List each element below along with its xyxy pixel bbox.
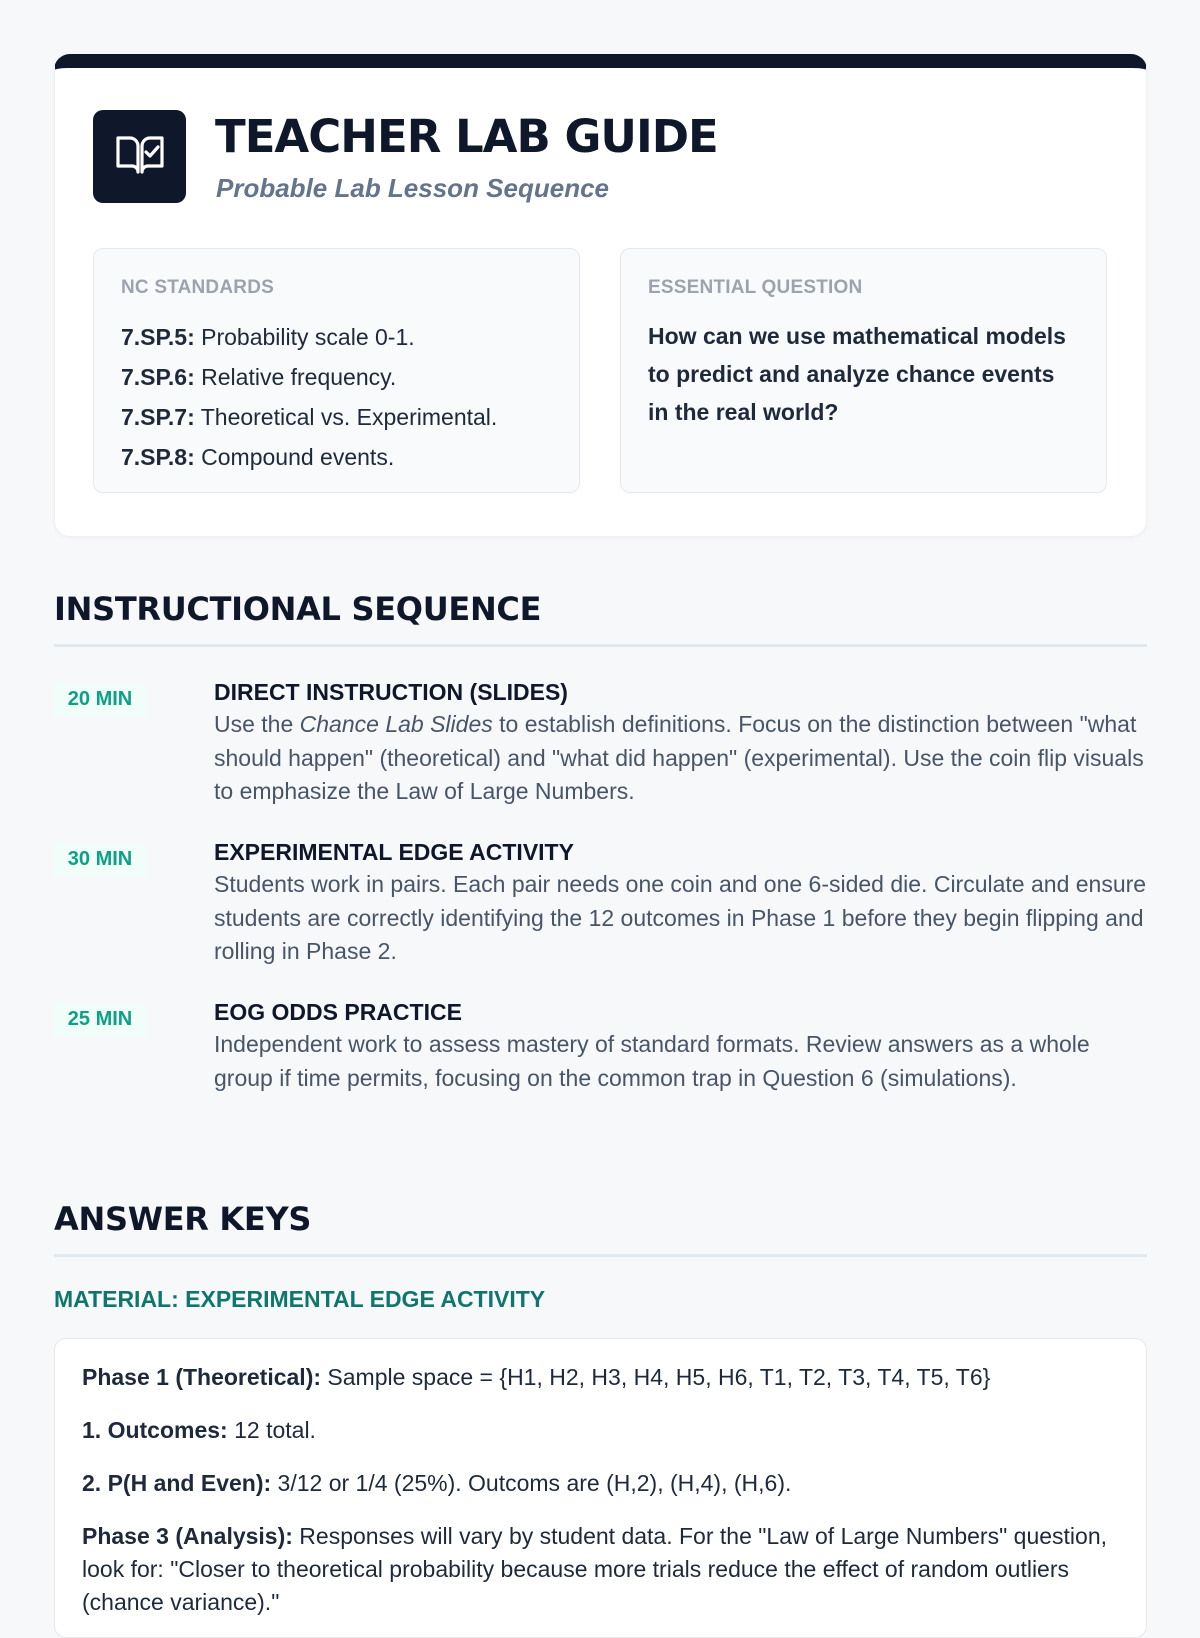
answer-keys-heading: ANSWER KEYS: [54, 1200, 1147, 1257]
answer-line: [82, 1520, 1119, 1619]
standard-text: Theoretical vs. Experimental.: [194, 404, 498, 430]
answer-label: 1. Outcomes:: [82, 1417, 228, 1443]
sequence-title: DIRECT INSTRUCTION (SLIDES): [214, 679, 568, 705]
standards-label: NC STANDARDS: [121, 277, 274, 298]
standard-code: 7.SP.7:: [121, 404, 195, 430]
standard-item: [121, 397, 552, 437]
answer-text: 12 total.: [227, 1417, 316, 1443]
sequence-body: [214, 676, 1154, 809]
essential-question-label: ESSENTIAL QUESTION: [648, 277, 863, 298]
essential-question-text: How can we use mathematical models to predict and analyze chance events in the real world?: [648, 323, 1066, 425]
standard-code: 7.SP.8:: [121, 444, 195, 470]
material-label: MATERIAL: EXPERIMENTAL EDGE ACTIVITY: [54, 1286, 546, 1312]
instructional-sequence-heading: INSTRUCTIONAL SEQUENCE: [54, 590, 1147, 647]
answer-text: Sample space = {H1, H2, H3, H4, H5, H6, T1, T2, T3, T4, T5, T6}: [321, 1364, 991, 1390]
sequence-title: EOG ODDS PRACTICE: [214, 999, 462, 1025]
answer-line: [82, 1467, 1119, 1500]
standard-code: 7.SP.6:: [121, 364, 195, 390]
header-card: [54, 54, 1147, 537]
answer-line: [82, 1361, 1119, 1394]
desc-text: Use the: [214, 711, 300, 737]
standard-text: Probability scale 0-1.: [194, 324, 415, 350]
standard-item: [121, 437, 552, 477]
desc-text: to establish definitions. Focus on the distinction between "what should happen" (theoretical) and "what did happen" (experimental). Use the coin flip visuals to emphasize the Law of Large Numbers.: [214, 711, 1144, 804]
page-subtitle: Probable Lab Lesson Sequence: [216, 173, 609, 203]
standard-item: [121, 317, 552, 357]
sequence-description: [214, 708, 1154, 809]
page-title: TEACHER LAB GUIDE: [215, 110, 718, 163]
time-badge: 30 MIN: [54, 842, 146, 876]
answer-label: 2. P(H and Even):: [82, 1470, 272, 1496]
essential-question-box: [620, 248, 1107, 493]
answer-label: Phase 1 (Theoretical):: [82, 1364, 322, 1390]
standard-code: 7.SP.5:: [121, 324, 195, 350]
answer-text: 3/12 or 1/4 (25%). Outcoms are (H,2), (H,4), (H,6).: [271, 1470, 792, 1496]
answer-label: Phase 3 (Analysis):: [82, 1523, 293, 1549]
sequence-title: EXPERIMENTAL EDGE ACTIVITY: [214, 839, 574, 865]
logo: [93, 110, 186, 203]
time-badge: 25 MIN: [54, 1002, 146, 1036]
slides-reference: Chance Lab Slides: [299, 711, 493, 737]
sequence-body: [214, 996, 1154, 1095]
answer-text: Responses will vary by student data. For the "Law of Large Numbers" question, look for: "Closer to theoretical probability because more trials reduce the effect of random outliers (chance variance).": [82, 1523, 1107, 1615]
time-badge: 20 MIN: [54, 682, 146, 716]
standard-text: Compound events.: [194, 444, 395, 470]
standard-item: [121, 357, 552, 397]
standard-text: Relative frequency.: [194, 364, 397, 390]
sequence-description: Independent work to assess mastery of standard formats. Review answers as a whole group if time permits, focusing on the common trap in Question 6 (simulations).: [214, 1031, 1090, 1091]
book-check-icon: [114, 130, 166, 183]
answer-key-box: [54, 1338, 1147, 1638]
standards-box: [93, 248, 580, 493]
sequence-body: [214, 836, 1154, 969]
answer-line: [82, 1414, 1119, 1447]
sequence-description: Students work in pairs. Each pair needs one coin and one 6-sided die. Circulate and ensure students are correctly identifying the 12 outcomes in Phase 1 before they begin flipping and rolling in Phase 2.: [214, 871, 1147, 964]
